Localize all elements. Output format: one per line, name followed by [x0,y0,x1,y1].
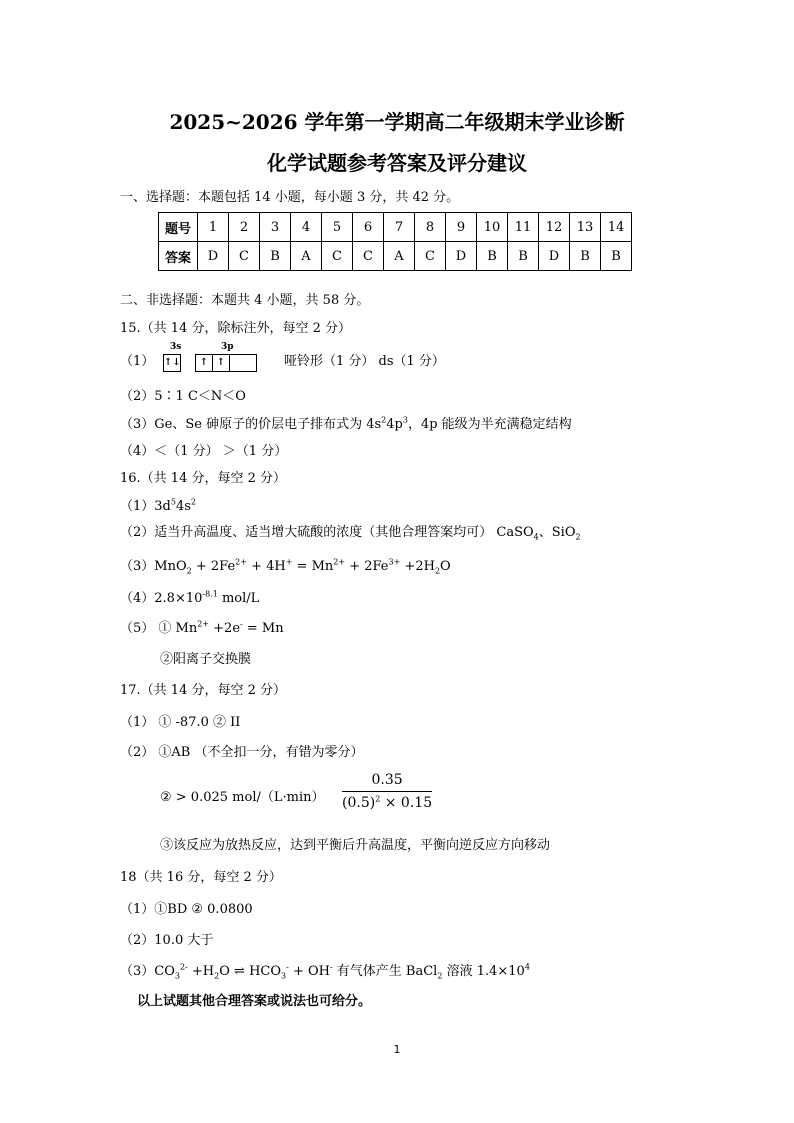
q17-part2: （2） ①AB （不全扣一分，有错为零分） [120,745,364,760]
cell-answer: B [508,242,539,271]
title-line-2: 化学试题参考答案及评分建议 [267,151,527,175]
q16-part4: $(4)2.8\times 10^{-8.1}$ mol/L [120,589,260,606]
q18-part3: $(3)CO_3^{2-} +H_2O$ ⇌ $HCO_3^- + OH^-$ 有气体产生 BaCl$_2$ 溶液 $1.4\times 10^4$ [120,962,530,981]
q16-part5: （5） ① $Mn^{2+} +2e^- = Mn$ [120,619,284,636]
q16-part3: $(3)MnO_2 + 2Fe^{2+} + 4H^+ = Mn^{2+} + 2Fe^{3+} +2H_2O$ [120,557,451,576]
cell-answer: B [260,242,291,271]
q16-header: 16.（共 14 分，每空 2 分） [120,471,287,486]
q18-part1: （1）①BD ② 0.0800 [120,902,253,917]
cell-number: 9 [446,213,477,242]
q16-part2: （2）适当升高温度、适当增大硫酸的浓度（其他合理答案均可） CaSO$_4$、SiO$_2$ [120,525,581,542]
q15-part4: （4）＜（1 分） ＞（1 分） [120,444,288,459]
cell-number: 3 [260,213,291,242]
fraction-denominator: $(0.5)^2 \times 0.15$ [342,794,433,811]
q17-part2-2: ② > 0.025 mol/（L·min） [160,790,325,805]
cell-number: 7 [384,213,415,242]
fraction-numerator: 0.35 [342,772,432,792]
cell-number: 8 [415,213,446,242]
orbital-box-single: ↑ [196,355,213,371]
cell-answer: C [415,242,446,271]
cell-number: 14 [601,213,632,242]
q18-part2: （2）10.0 大于 [120,933,214,948]
cell-number: 4 [291,213,322,242]
cell-number: 12 [539,213,570,242]
answer-table [158,212,632,271]
section-1-heading: 一、选择题：本题包括 14 小题，每小题 3 分，共 42 分。 [120,190,460,205]
title-line-1: 2025~2026 学年第一学期高二年级期末学业诊断 [169,110,625,134]
cell-answer: A [384,242,415,271]
row-label-number: 题号 [159,213,198,242]
q18-header: 18（共 16 分，每空 2 分） [120,870,282,885]
cell-number: 13 [570,213,601,242]
orbital-box-paired: ↑↓ [164,357,181,368]
orbital-diagram-3p [195,354,257,372]
row-label-answer: 答案 [159,242,198,271]
orbital-3p-label: 3p [221,342,234,352]
cell-answer: C [229,242,260,271]
q15-part1-label: （1） [120,354,155,369]
footer-note: 以上试题其他合理答案或说法也可给分。 [137,994,372,1009]
cell-answer: B [477,242,508,271]
page-number: 1 [393,1043,401,1056]
cell-answer: C [353,242,384,271]
equilibrium-constant-fraction [342,772,432,811]
q17-part1: （1） ① -87.0 ② II [120,715,241,730]
orbital-box-single: ↑ [213,355,230,371]
cell-number: 11 [508,213,539,242]
cell-number: 2 [229,213,260,242]
orbital-box-empty [230,355,256,371]
q16-part1: $(1)3d^54s^2$ [120,497,197,514]
cell-answer: B [601,242,632,271]
question-number-row [159,213,632,242]
answer-row [159,242,632,271]
cell-number: 1 [198,213,229,242]
q15-header: 15.（共 14 分，除标注外，每空 2 分） [120,321,352,336]
q17-header: 17.（共 14 分，每空 2 分） [120,683,287,698]
cell-answer: C [322,242,353,271]
q15-part3: （3）Ge、Se 砷原子的价层电子排布式为 $4s^24p^3$，4p 能级为半充满稳定结构 [120,415,572,432]
q15-part1-text: 哑铃形（1 分） ds（1 分） [284,354,445,369]
orbital-3s-label: 3s [170,342,182,352]
cell-answer: D [539,242,570,271]
cell-number: 6 [353,213,384,242]
cell-answer: D [446,242,477,271]
cell-answer: B [570,242,601,271]
cell-number: 5 [322,213,353,242]
cell-answer: A [291,242,322,271]
q15-part2: （2）5∶1 C＜N＜O [120,389,246,404]
section-2-heading: 二、非选择题：本题共 4 小题，共 58 分。 [120,293,370,308]
q16-part5-2: ②阳离子交换膜 [160,652,252,667]
cell-number: 10 [477,213,508,242]
cell-answer: D [198,242,229,271]
orbital-diagram-3s [163,354,181,372]
q17-part2-3: ③该反应为放热反应，达到平衡后升高温度，平衡向逆反应方向移动 [160,838,551,853]
